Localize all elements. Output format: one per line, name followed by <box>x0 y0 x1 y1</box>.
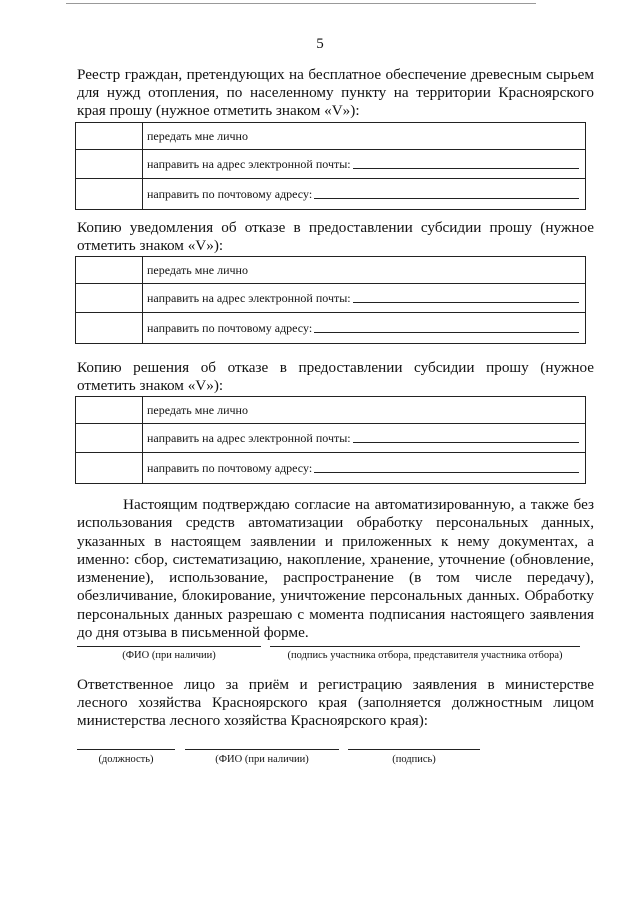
notice-heading: Копию уведомления об отказе в предоставлении субсидии прошу (нужное отметить знаком «V»): <box>77 219 594 254</box>
page-number: 5 <box>316 36 324 52</box>
registry-checkbox-email[interactable] <box>76 150 143 179</box>
top-rule <box>66 0 536 4</box>
notice-option-label: передать мне лично <box>143 257 586 284</box>
registry-option-label: направить по почтовому адресу: <box>147 186 313 201</box>
applicant-signature-line[interactable] <box>270 645 580 647</box>
notice-postal-field[interactable] <box>314 331 579 333</box>
decision-checkbox-email[interactable] <box>76 424 143 453</box>
registry-postal-field[interactable] <box>314 197 579 199</box>
decision-postal-field[interactable] <box>314 471 579 473</box>
notice-option-label: направить на адрес электронной почты: <box>147 290 351 305</box>
official-fio-line[interactable] <box>185 748 339 750</box>
decision-option-label: передать мне лично <box>143 397 586 424</box>
decision-option-personal <box>76 397 586 424</box>
applicant-fio-caption: (ФИО (при наличии) <box>122 650 216 661</box>
notice-option-personal <box>76 257 586 284</box>
responsible-paragraph: Ответственное лицо за приём и регистрацию заявления в министерстве лесного хозяйства Красноярского края (заполняется должностным лицом министерства лесного хозяйства Красноярского края): <box>77 676 594 729</box>
registry-heading: Реестр граждан, претендующих на бесплатное обеспечение древесным сырьем для нужд отопления, по населенному пункту на территории Красноярского края прошу (нужное отметить знаком «V»): <box>77 66 594 119</box>
decision-option-label: направить на адрес электронной почты: <box>147 430 351 445</box>
decision-option-label: направить по почтовому адресу: <box>147 460 313 475</box>
notice-options-table <box>75 256 586 344</box>
decision-checkbox-personal[interactable] <box>76 397 143 424</box>
registry-option-label: передать мне лично <box>143 123 586 150</box>
notice-option-email <box>76 284 586 313</box>
consent-paragraph: Настоящим подтверждаю согласие на автоматизированную, а также без использования средств автоматизации обработку персональных данных, указанных в настоящем заявлении и приложенных к нему документах, а именно: сбор, систематизацию, накопление, хранение, уточнение (обновление, изменение), использование, распространение (в том числе передачу), обезличивание, блокирование, уничтожение персональных данных. Обработку персональных данных разрешаю с момента подписания настоящего заявления до дня отзыва в письменной форме. <box>77 496 594 642</box>
registry-option-post <box>76 179 586 210</box>
applicant-fio-line[interactable] <box>77 645 261 647</box>
notice-checkbox-personal[interactable] <box>76 257 143 284</box>
official-position-line[interactable] <box>77 748 175 750</box>
registry-checkbox-personal[interactable] <box>76 123 143 150</box>
decision-checkbox-post[interactable] <box>76 453 143 484</box>
decision-heading: Копию решения об отказе в предоставлении субсидии прошу (нужное отметить знаком «V»): <box>77 359 594 394</box>
decision-option-post <box>76 453 586 484</box>
registry-option-email <box>76 150 586 179</box>
registry-email-field[interactable] <box>353 167 579 169</box>
official-fio-caption: (ФИО (при наличии) <box>215 754 309 765</box>
applicant-signature-caption: (подпись участника отбора, представителя участника отбора) <box>287 650 563 661</box>
notice-checkbox-email[interactable] <box>76 284 143 313</box>
notice-option-post <box>76 313 586 344</box>
registry-option-personal <box>76 123 586 150</box>
notice-checkbox-post[interactable] <box>76 313 143 344</box>
notice-email-field[interactable] <box>353 301 579 303</box>
official-position-caption: (должность) <box>98 754 154 765</box>
official-signature-caption: (подпись) <box>392 754 436 765</box>
registry-option-label: направить на адрес электронной почты: <box>147 156 351 171</box>
decision-options-table <box>75 396 586 484</box>
official-signature-line[interactable] <box>348 748 480 750</box>
notice-option-label: направить по почтовому адресу: <box>147 320 313 335</box>
registry-options-table <box>75 122 586 210</box>
decision-option-email <box>76 424 586 453</box>
decision-email-field[interactable] <box>353 441 579 443</box>
registry-checkbox-post[interactable] <box>76 179 143 210</box>
